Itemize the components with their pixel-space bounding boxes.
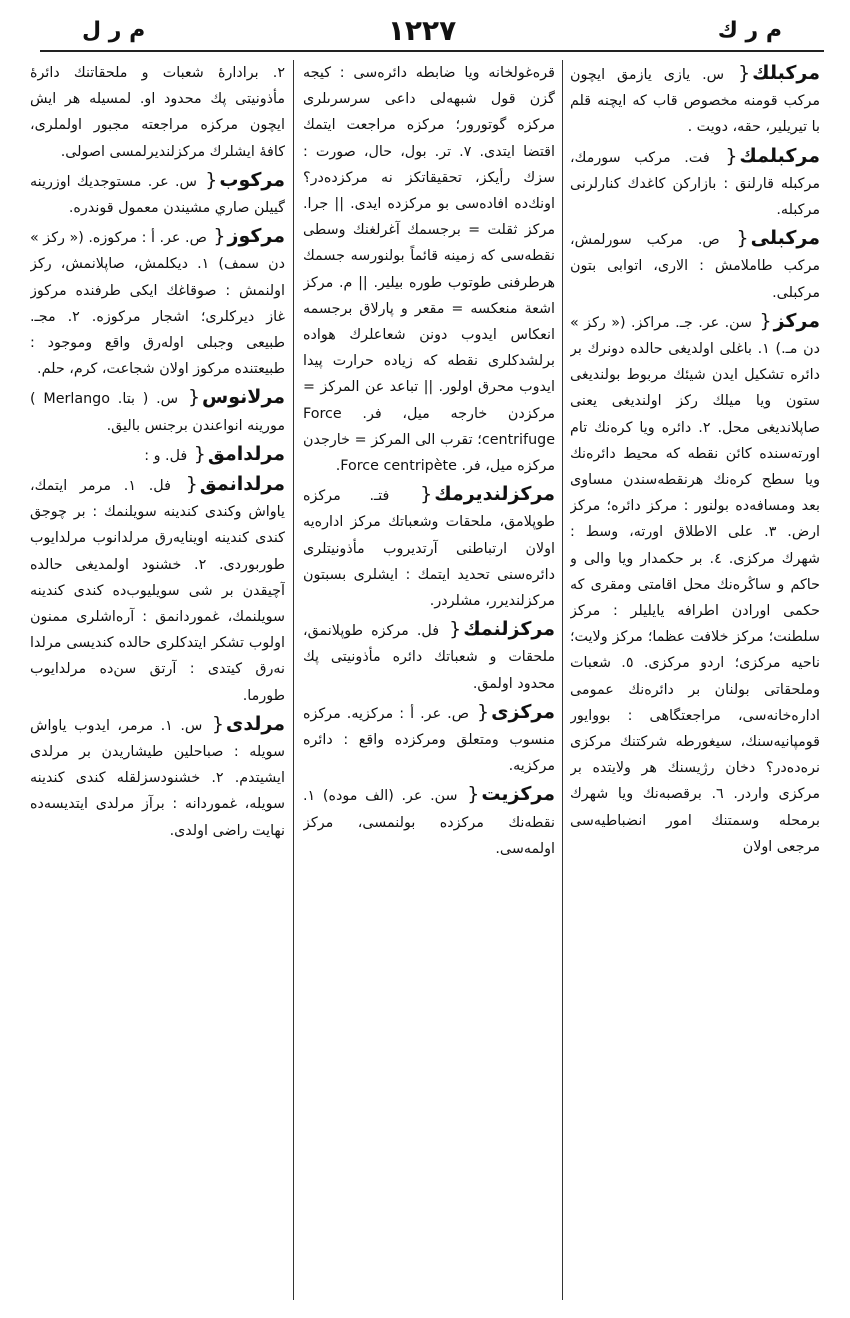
- entry-headword: مركوب: [219, 168, 285, 191]
- dictionary-entry: [303, 481, 555, 614]
- brace-glyph: {: [736, 227, 749, 250]
- brace-glyph: {: [467, 783, 480, 806]
- header-guide-right: م ر ك: [717, 18, 782, 43]
- brace-glyph: {: [449, 618, 462, 641]
- entry-headword: مركزلنديرمك: [434, 483, 555, 506]
- dictionary-entry: [570, 60, 820, 141]
- dictionary-entry: [303, 781, 555, 862]
- dictionary-entry: [303, 699, 555, 780]
- dictionary-entry: [303, 616, 555, 697]
- dictionary-entry: [30, 441, 285, 469]
- header-guide-left: م ر ل: [82, 18, 146, 43]
- brace-glyph: {: [738, 62, 751, 84]
- page-number: ١٢٢٧: [387, 14, 457, 47]
- dictionary-entry: [30, 223, 285, 382]
- brace-glyph: {: [477, 700, 490, 723]
- entry-definition: س. ( بتا. Merlango ) مورينه انواعندن برجنس باليق.: [30, 391, 285, 434]
- brace-glyph: {: [420, 483, 433, 506]
- brace-glyph: {: [213, 225, 226, 248]
- column-right: [570, 60, 820, 1300]
- entry-definition: س. ١. مرمر، ايدوب ياواش سويله : صباحلين طيشاريدن بر مرلدى ايشيتدم. ٢. خشنودسزلقله كندى كندينه سويله، غموردانه : برآز مرلدى ايتديسه‌ده نهايت راضى اولدى.: [30, 717, 285, 839]
- brace-glyph: {: [759, 309, 772, 332]
- entry-headword: مركبلى: [750, 227, 820, 250]
- brace-glyph: {: [205, 168, 218, 191]
- column-divider: [562, 60, 563, 1300]
- brace-glyph: {: [211, 712, 224, 735]
- brace-glyph: {: [185, 473, 198, 496]
- dictionary-entry: [30, 167, 285, 221]
- entry-headword: مرلدانمق: [199, 473, 285, 496]
- entry-headword: مركزى: [491, 700, 555, 723]
- entry-definition: ٢. برادارۀ شعبات و ملحقاتنك دائرۀ مأذونيتى پك محدود او. لمسيله هر ايش ايچون مركزه مراجعته مجبور اولملرى، كافۀ ايشلرك مركزلنديرلمسى اصولى.: [30, 65, 285, 160]
- entry-definition: س. يازى يازمق ايچون مركب قومنه مخصوص قاب كه ايچنه قلم با تيريلير، حقه، دويت .: [570, 67, 820, 136]
- brace-glyph: {: [725, 144, 738, 167]
- entry-headword: مركوز: [227, 225, 285, 248]
- column-middle: [303, 60, 555, 1300]
- entry-headword: مرلانوس: [202, 386, 285, 409]
- brace-glyph: {: [187, 386, 201, 409]
- dictionary-entry-continued: [303, 60, 555, 479]
- entry-definition: فل. مركزه طوپلانمق، ملحقات و شعباتك دائره مأذونيتى پك محدود اولمق.: [303, 623, 555, 692]
- entry-headword: مركز: [773, 309, 820, 332]
- entry-headword: مركزيت: [481, 783, 555, 806]
- dictionary-entry: [30, 384, 285, 438]
- entry-definition: سن. عر. (الف موده) ١. نقطه‌نك مركزده بولنمسى، مركز اولمه‌سى.: [303, 788, 555, 857]
- entry-definition: ص. مركب سورلمش، مركب طاملامش : الارى، اتوابى بتون مركبلى.: [570, 232, 820, 301]
- entry-definition: قره‌غولخانه ويا ضابطه دائره‌سى : كيجه گزن قول شبهه‌لى داعى سرسرىلرى مركزه گوتورور؛ مركزه مراجعت ايتمك اقتضا ايتدى. ٧. تر. بول، حال، صورت : سزك رأيكز، تحقيقاتكز نه مركزده‌در؟ اونك‌ده افاده‌سى بو مركزده ايدى. || جرا. مركز ثقلت = برجسمك آغرلغنك وسطى نقطه‌سى كه زمينه قائماً بولنورسه جسمك هرطرفنى طوتوب طوره بيلير. || م. مركز اشعة منعكسه = مقعر و پارلاق برجسمه انعكاس ايدوب دونن شعاعلرك هواده برلشدكلرى نقطه كه زياده حرارت پيدا ايدوب محرق اولور. || تباعد عن المركز = مركزدن خارجه ميل، فر. Force centrifuge؛ تقرب الى المركز = خارجدن مركزه ميل، فر. Force centripète.: [303, 65, 555, 475]
- dictionary-entry: [30, 711, 285, 844]
- entry-definition: ص. عر. أ : مركزيه. مركزه منسوب ومتعلق ومركزده واقع : دائره مركزيه.: [303, 705, 555, 775]
- entry-headword: مركزلنمك: [463, 618, 555, 641]
- column-left: [30, 60, 285, 1300]
- brace-glyph: {: [193, 442, 206, 465]
- dictionary-entry-continued: [30, 60, 285, 165]
- entry-definition: فل. و :: [144, 447, 188, 464]
- dictionary-entry: [570, 225, 820, 306]
- dictionary-entry: [570, 143, 820, 224]
- entry-definition: فل. ١. مرمر ايتمك، ياواش وكندى كندينه سويلنمك : بر چوجق كندى كندينه اوينايه‌رق مرلدانوب مرلدايوب طوربوردى. ٢. خشنود اولمديغى حالده آچيقدن بر شى سويليوب‌ده كندى كندينه سويلنمك، غموردانمق : آرەاشلرى ممنون اولوب تشكر ايتدكلرى حالده كنديسى مرلدا نه‌رق كيتدى : آرتق سن‌ده مرلدايوب طورما.: [30, 478, 285, 704]
- page-header: [22, 14, 822, 48]
- entry-headword: مرلدى: [225, 712, 285, 735]
- entry-headword: مركبلك: [752, 62, 820, 84]
- entry-definition: سن. عر. جـ. مراكز. (« ركز » دن مـ.) ١. باغلى اولديغى حالده دونرك بر دائره تشكيل ايدن شيئك مربوط بولنديغى ستون ويا ميلك ركز اولنديغى يعنى صاپلانديغى محل. ٢. دائره ويا كره‌نك تام اورته‌سنده كائن نقطه كه محيط دائره‌نك ويا سطح كره‌نك هرنقطه‌سندن مساوى بعد ومسافه‌ده بولنور : مركز دائره؛ مركز ارض. ٣. على الاطلاق اورته، وسط : شهرك مركزى. ٤. بر حكمدار ويا والى و حاكم و ساڭره‌نك محل اقامتى ومقرى كه حكمى اورادن اطرافه يايليلر : مركز سلطنت؛ مركز خلافت عظما؛ مركز ولايت؛ ناحيه مركزى؛ اردو مركزى. ٥. شعبات وملحقاتى بولنان بر دائره‌نك عمومى اداره‌خانه‌سى، مراجعتگاهى : بووايور قومپانيه‌سنك، سيغورطه شركتنك مركزى نره‌ده‌در؟ دخان رژيسنك هر ولايتده بر مركزى واردر. ٦. برقصبه‌نك ويا شهرك برمحله وسمتنك امور انضباطيه‌سى مرجعى اولان: [570, 314, 820, 855]
- header-rule: [40, 50, 824, 52]
- entry-headword: مركبلمك: [739, 144, 820, 167]
- entry-headword: مرلدامق: [207, 442, 285, 465]
- entry-definition: س. عر. مستوجديك اوزرينه گييلن صاري مشيندن معمول قوندره.: [30, 173, 285, 217]
- dictionary-entry: [30, 471, 285, 709]
- column-divider: [293, 60, 294, 1300]
- entry-definition: فت. مركب سورمك، مركبله قارلنق : بازاركن كاغدك كنارلرنى مركبله.: [570, 149, 820, 219]
- entry-definition: ص. عر. أ : مركوزه. (« ركز » دن سمف) ١. ديكلمش، صاپلانمش، ركز اولنمش : صوقاغك ايكى طرفنده مركوز غاز ديركلرى؛ اشجار مركوزه. ٢. مجـ. طبيعى وجبلى اوله‌رق واقع وموجود : طبيعتنده مركوز اولان شجاعت، كرم، حلم.: [30, 230, 285, 378]
- dictionary-entry: [570, 308, 820, 860]
- entry-definition: فتـ. مركزه طوپلامق، ملحقات وشعباتك مركز اداره‌يه اولان ارتباطنى آرتديروب مأذونيتلرى دائره‌سنى تحديد ايتمك : ايشلرى بسبتون مركزلنديرر، مشلردر.: [303, 488, 555, 610]
